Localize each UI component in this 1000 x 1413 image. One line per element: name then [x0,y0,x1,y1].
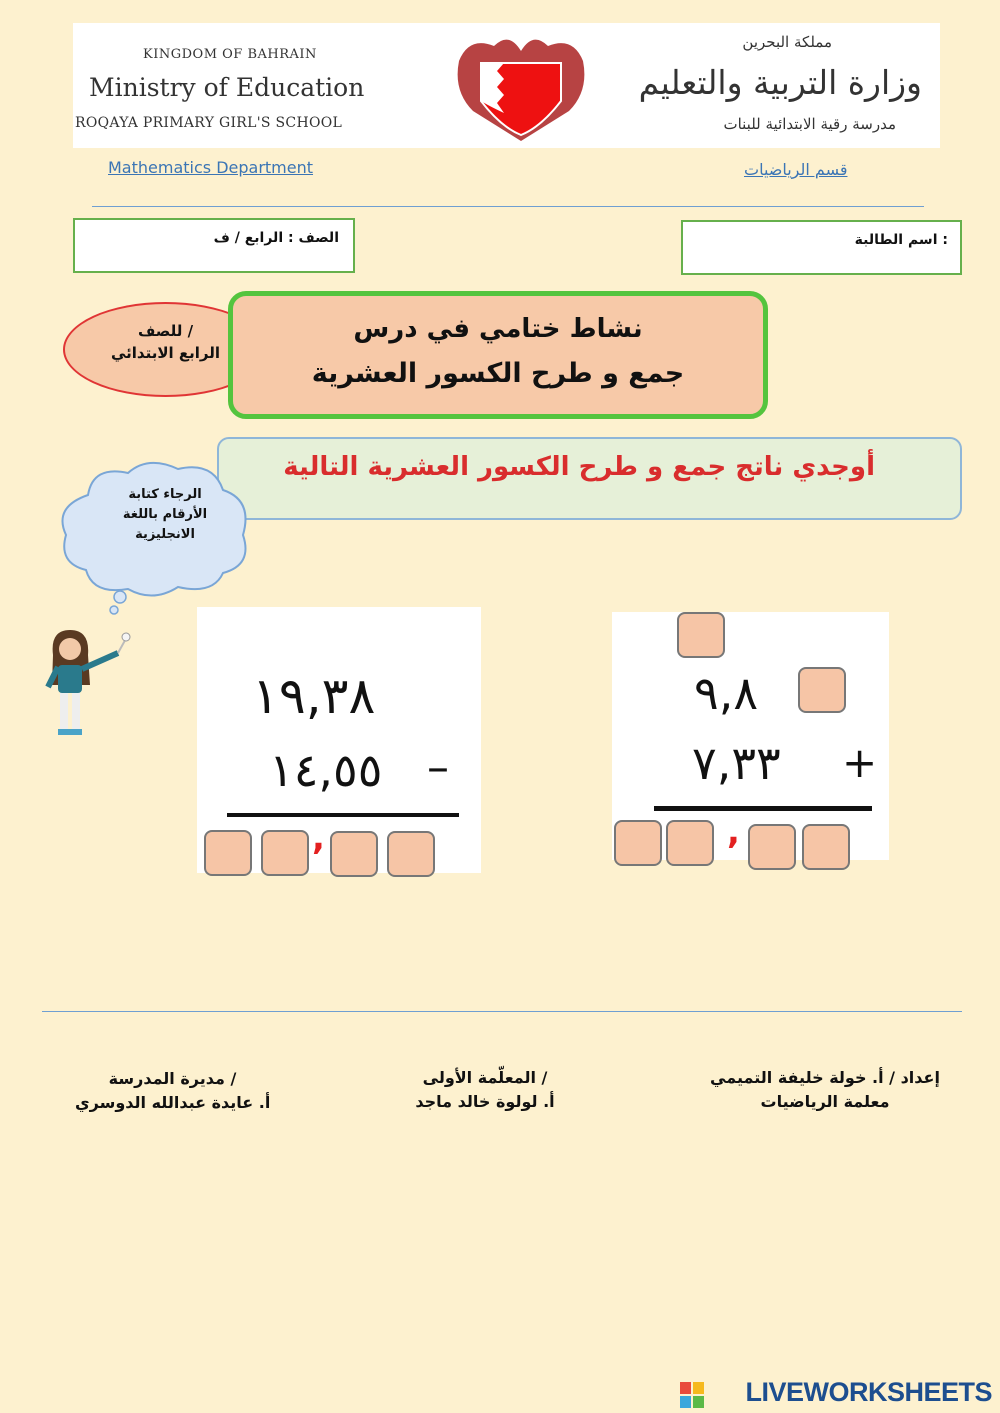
liveworksheets-brand[interactable]: LIVEWORKSHEETS [745,1377,992,1407]
subtraction-answer-tens[interactable] [204,830,252,876]
student-name-field[interactable] [681,220,962,275]
header-divider [92,206,924,207]
teacher-avatar-icon [38,625,138,740]
ministry-ar: وزارة التربية والتعليم [638,63,922,102]
title-line2: جمع و طرح الكسور العشرية [311,358,685,389]
addition-answer-hundredths[interactable] [802,824,850,870]
addition-missing-digit[interactable] [798,667,846,713]
prepared-role: معلمة الرياضيات [760,1092,890,1111]
hint-text: الرجاء كتابة الأرقام باللغة الانجليزية [122,487,208,542]
subtraction-top: ١٩,٣٨ [252,667,376,725]
subtraction-bottom: ١٤,٥٥ [269,743,383,797]
senior-title: المعلّمة الأولى / [422,1068,548,1087]
addition-carry-box[interactable] [677,612,725,658]
hint-cloud [48,455,258,625]
instruction-box [217,437,962,520]
principal-title: مديرة المدرسة / [108,1069,237,1088]
principal-signature [75,1067,270,1115]
kingdom-ar: مملكة البحرين [742,33,832,51]
subtraction-answer-comma: , [312,818,325,858]
subtraction-line [227,813,459,817]
header-arabic [610,23,930,148]
grade-line2: الرابع الابتدائي [110,344,221,362]
principal-name: أ. عايدة عبدالله الدوسري [75,1093,271,1112]
liveworksheets-logo-icon [680,1382,704,1408]
grade-line1: للصف / [137,322,194,340]
ministry-en: Ministry of Education [89,73,365,102]
addition-answer-tenths[interactable] [748,824,796,870]
subtraction-answer-tenths[interactable] [330,831,378,877]
footer-divider [42,1011,962,1012]
class-label: الصف : الرابع / ف [213,230,339,246]
title-box [228,291,768,419]
instruction-text: أوجدي ناتج جمع و طرح الكسور العشرية التالية [283,452,875,482]
addition-bottom: ٧,٣٣ [692,736,781,790]
addition-answer-tens[interactable] [614,820,662,866]
addition-top: ٩,٨ [694,666,759,720]
department-ar: قسم الرياضيات [744,160,848,179]
department-en: Mathematics Department [108,158,314,177]
student-name-label: اسم الطالبة : [854,232,948,248]
header-english [73,23,413,148]
addition-answer-comma: , [727,812,740,852]
minus-sign: – [427,742,449,793]
subtraction-answer-hundredths[interactable] [387,831,435,877]
kingdom-en: KINGDOM OF BAHRAIN [143,47,317,62]
plus-sign: + [842,738,878,787]
school-ar: مدرسة رقية الابتدائية للبنات [723,115,896,133]
addition-answer-ones[interactable] [666,820,714,866]
school-en: ROQAYA PRIMARY GIRL'S SCHOOL [75,115,343,131]
class-field[interactable] [73,218,355,273]
bahrain-crest-icon [449,31,593,143]
prepared-by-signature [700,1066,950,1114]
prepared-title: إعداد / أ. خولة خليفة التميمي [710,1068,940,1087]
senior-name: أ. لولوة خالد ماجد [415,1092,555,1111]
senior-teacher-signature [400,1066,570,1114]
header-banner [73,23,940,148]
addition-line [654,806,872,811]
subtraction-answer-ones[interactable] [261,830,309,876]
title-line1: نشاط ختامي في درس [353,314,643,344]
